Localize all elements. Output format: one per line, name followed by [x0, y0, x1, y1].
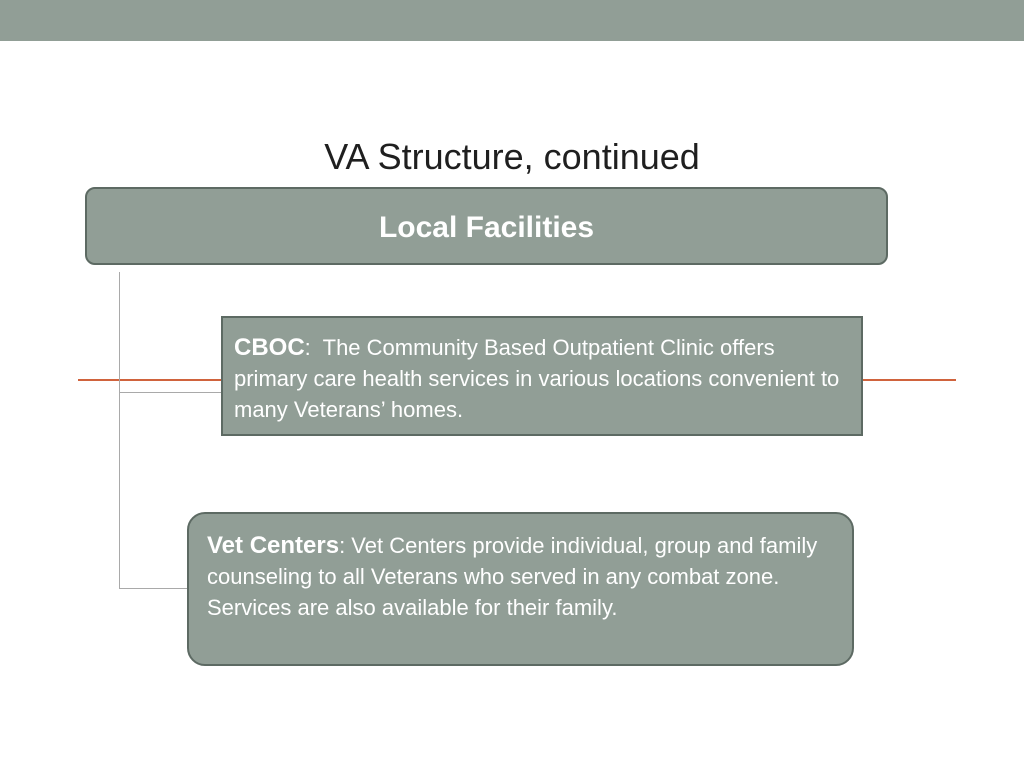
- connector-vertical: [119, 272, 120, 589]
- connector-to-cboc: [119, 392, 222, 393]
- vet-centers-description: Vet Centers provide individual, group and family counseling to all Veterans who served in any combat zone. Services are also available for their family.: [207, 533, 818, 620]
- accent-line-right: [862, 379, 956, 381]
- top-banner: [0, 0, 1024, 41]
- connector-to-vet-centers: [119, 588, 188, 589]
- vet-centers-lead: Vet Centers: [207, 532, 340, 559]
- cboc-description: The Community Based Outpatient Clinic offers primary care health services in various locations convenient to many Veterans’ homes.: [234, 335, 840, 422]
- accent-line-left: [78, 379, 223, 381]
- cboc-separator: :: [304, 335, 323, 360]
- local-facilities-box: [85, 187, 888, 265]
- slide-title: VA Structure, continued: [324, 136, 700, 177]
- cboc-box: [221, 316, 863, 436]
- vet-centers-separator: :: [339, 533, 352, 558]
- cboc-lead: CBOC: [234, 334, 305, 361]
- vet-centers-box: [187, 512, 854, 666]
- local-facilities-label: Local Facilities: [378, 211, 595, 244]
